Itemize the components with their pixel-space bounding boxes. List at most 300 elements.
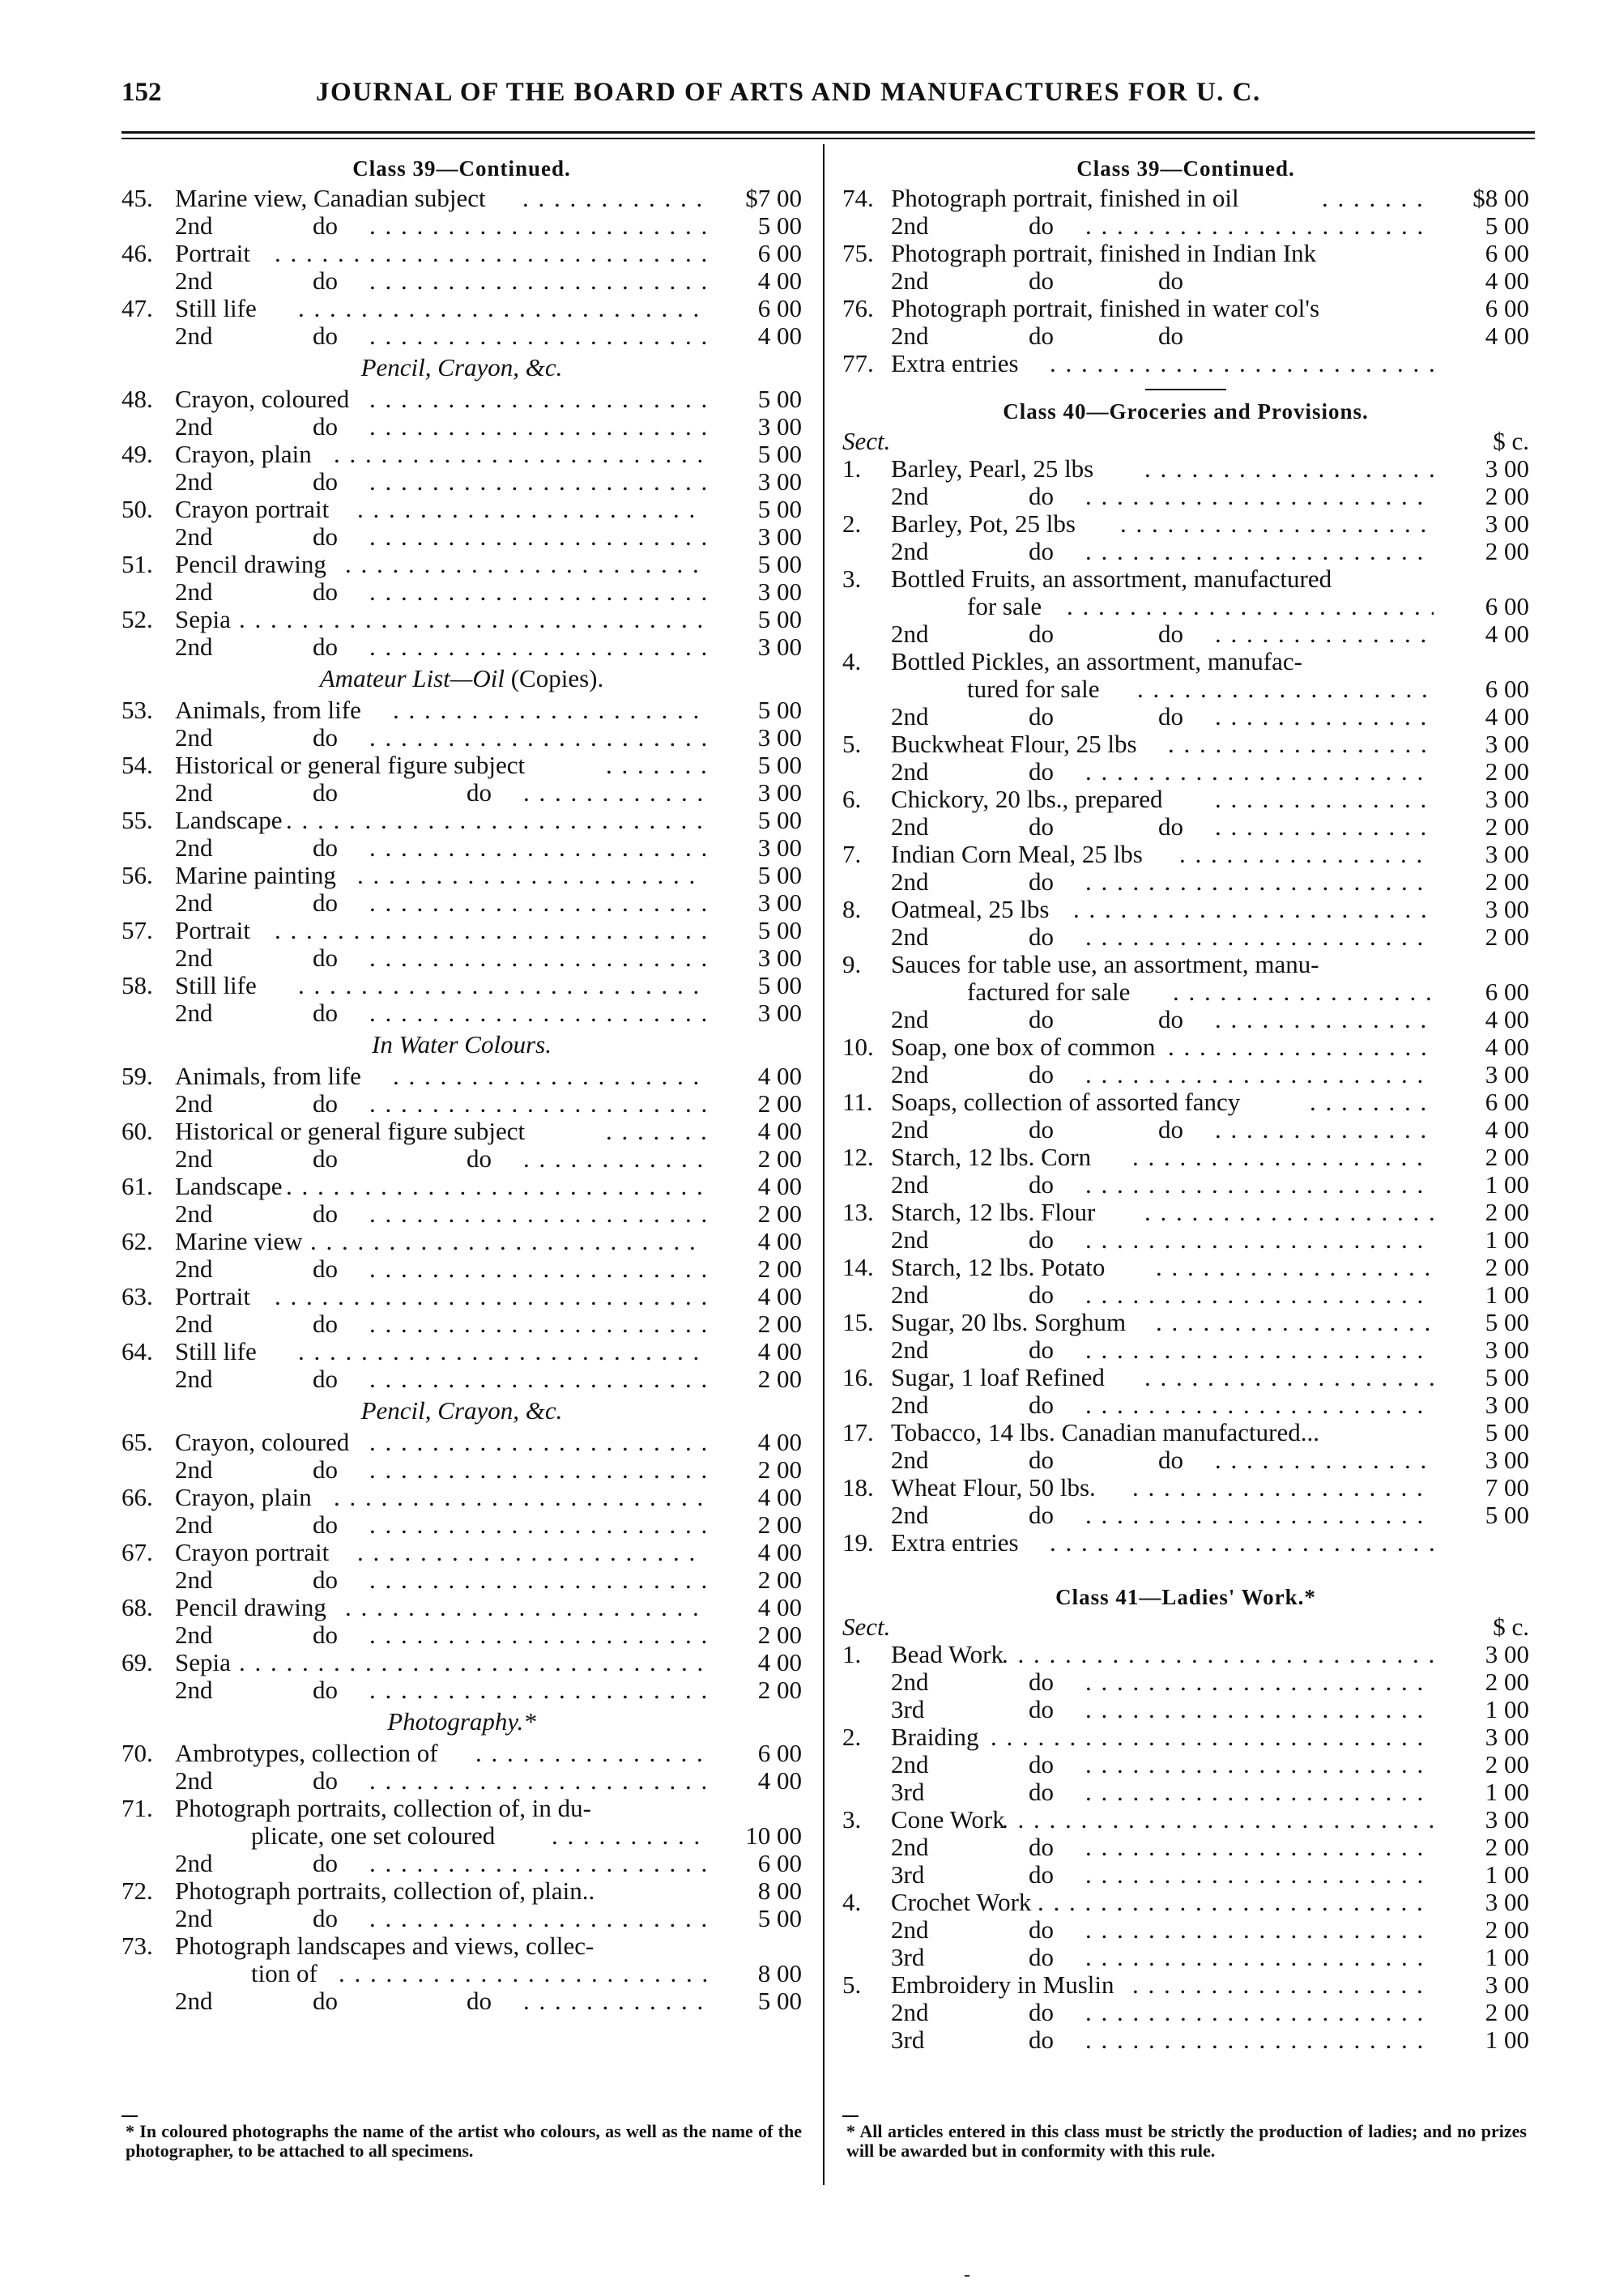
ditto-mark: do (1029, 1833, 1054, 1861)
entry-price: 2 00 (1485, 867, 1529, 896)
entry-label: 2nd (891, 1446, 929, 1474)
entry-subrow (121, 944, 802, 972)
entry-price: 5 00 (1485, 211, 1529, 240)
entry-subrow (842, 212, 1529, 240)
entry-price: 2 00 (757, 1621, 802, 1649)
ditto-mark: do (1029, 537, 1054, 565)
dot-leader (369, 523, 706, 551)
entry-price: 2 00 (1485, 1143, 1529, 1171)
entry-price: 1 00 (1485, 1280, 1529, 1309)
entry-price: 3 00 (1485, 730, 1529, 758)
entry-label: Landscape (175, 806, 283, 834)
dot-leader (523, 1987, 706, 2015)
dot-leader (357, 496, 706, 523)
entry-price: 2 00 (1485, 1253, 1529, 1281)
dot-leader (1085, 1171, 1434, 1199)
entry-row (121, 295, 802, 322)
entry-number: 15. (842, 1308, 874, 1336)
entry-subrow (121, 1566, 802, 1594)
entry-subrow (121, 1905, 802, 1932)
entry-label: 2nd (891, 1915, 929, 1944)
entry-price: 8 00 (757, 1959, 802, 1987)
entry-subrow (121, 1365, 802, 1393)
entry-price: 2 00 (1485, 1833, 1529, 1861)
entry-price: 6 00 (757, 1739, 802, 1767)
entry-label: Barley, Pearl, 25 lbs (891, 454, 1094, 483)
ditto-mark: do (1029, 211, 1054, 240)
dot-leader (369, 578, 706, 606)
dot-leader (1085, 1944, 1434, 1971)
entry-label: Animals, from life (175, 1062, 361, 1090)
dot-leader (298, 295, 706, 322)
entry-price: 5 00 (1485, 1363, 1529, 1391)
entry-price: 5 00 (757, 440, 802, 468)
entry-label: Ambrotypes, collection of (175, 1739, 438, 1767)
subheading-pencil-crayon: Pencil, Crayon, &c. (360, 353, 563, 381)
entry-subrow (121, 1987, 802, 2015)
ditto-mark: do (467, 778, 492, 807)
dot-leader (369, 1621, 706, 1649)
ditto-mark: do (313, 1565, 338, 1594)
entry-subrow (121, 1822, 802, 1850)
entry-label: 2nd (891, 1750, 929, 1778)
entry-label: Marine painting (175, 861, 336, 889)
entry-label: 2nd (175, 211, 213, 240)
entry-row (842, 841, 1529, 868)
journal-title: JOURNAL OF THE BOARD OF ARTS AND MANUFACTURES FOR U. C. (316, 78, 1261, 107)
entry-number: 51. (121, 550, 153, 578)
entry-label: 2nd (891, 757, 929, 786)
entry-label: Crochet Work (891, 1888, 1032, 1916)
class-39-continued-title-right: Class 39—Continued. (1076, 156, 1295, 181)
entry-row (121, 807, 802, 834)
dot-leader (1215, 703, 1434, 731)
subheading-pencil-crayon-2: Pencil, Crayon, &c. (360, 1396, 563, 1425)
currency-label: $ c. (1493, 427, 1529, 455)
entry-price: 4 00 (1485, 1115, 1529, 1144)
dot-leader (1215, 813, 1434, 841)
entry-label: Photograph portrait, finished in water col's (891, 294, 1320, 322)
entry-label: 2nd (891, 1060, 929, 1088)
entry-label: 2nd (891, 922, 929, 951)
entry-label: Oatmeal, 25 lbs (891, 895, 1050, 923)
entry-price: 3 00 (1485, 785, 1529, 813)
entry-price: 6 00 (1485, 978, 1529, 1006)
subheading-water-colours: In Water Colours. (372, 1030, 552, 1059)
ditto-mark: do (313, 888, 338, 917)
entry-row (842, 1641, 1529, 1668)
entry-row (121, 1649, 802, 1676)
entry-price: 3 00 (757, 633, 802, 661)
entry-label: 2nd (891, 812, 929, 841)
ditto-mark: do (1029, 1170, 1054, 1199)
entry-price: 1 00 (1485, 1225, 1529, 1254)
entry-label: Bottled Pickles, an assortment, manufac- (891, 647, 1302, 675)
entry-label: 2nd (891, 1005, 929, 1033)
entry-list (121, 185, 802, 350)
entry-label: 2nd (175, 1621, 213, 1649)
entry-subrow (842, 2026, 1529, 2054)
entry-price: 4 00 (757, 322, 802, 350)
entry-subrow (842, 1061, 1529, 1088)
entry-row (842, 565, 1529, 593)
entry-label: 2nd (175, 999, 213, 1027)
entry-label: Starch, 12 lbs. Potato (891, 1253, 1106, 1281)
entry-price: 6 00 (1485, 592, 1529, 620)
dot-leader (522, 185, 706, 212)
entry-row (842, 1971, 1529, 1999)
dot-leader (393, 1063, 706, 1090)
entry-price: 4 00 (757, 1227, 802, 1255)
entry-subrow (121, 212, 802, 240)
ditto-mark: do (313, 1310, 338, 1338)
entry-row (842, 1806, 1529, 1834)
entry-number: 1. (842, 454, 862, 483)
entry-label: 2nd (175, 1766, 213, 1795)
entry-subrow (842, 1171, 1529, 1199)
dot-leader (1168, 1033, 1434, 1061)
entry-label: Wheat Flour, 50 lbs. (891, 1473, 1096, 1502)
entry-label: 2nd (175, 1904, 213, 1932)
entry-number: 12. (842, 1143, 874, 1171)
entry-label: 2nd (175, 1987, 213, 2015)
entry-number: 71. (121, 1794, 153, 1822)
entry-label: 2nd (891, 1501, 929, 1529)
entry-price: 3 00 (1485, 895, 1529, 923)
entry-row (121, 1283, 802, 1310)
entry-label: Landscape (175, 1172, 283, 1200)
entry-number: 73. (121, 1932, 153, 1960)
dot-leader (1002, 1806, 1434, 1834)
dot-leader (239, 1649, 706, 1676)
dot-leader (523, 1145, 706, 1173)
entry-number: 72. (121, 1876, 153, 1905)
entry-label: Photograph portrait, finished in oil (891, 184, 1239, 212)
entry-price: 2 00 (757, 1310, 802, 1338)
entry-label: 2nd (175, 1565, 213, 1594)
entry-number: 10. (842, 1033, 874, 1061)
entry-row (121, 1932, 802, 1960)
entry-number: 65. (121, 1428, 153, 1456)
entry-subrow (842, 1916, 1529, 1944)
entry-number: 5. (842, 730, 862, 758)
entry-price: 3 00 (757, 778, 802, 807)
entry-row (842, 951, 1529, 978)
entry-row (842, 786, 1529, 813)
entry-label: 2nd (891, 1170, 929, 1199)
dot-leader (357, 1539, 706, 1566)
dot-leader (1215, 786, 1434, 813)
bottom-mark: - (964, 2264, 970, 2285)
dot-leader (345, 1594, 706, 1621)
entry-label: Photograph portraits, collection of, in du- (175, 1794, 591, 1822)
dot-leader (275, 240, 706, 267)
dot-leader (1073, 896, 1434, 923)
entry-label: Photograph portrait, finished in Indian Ink (891, 239, 1317, 267)
entry-price: 1 00 (1485, 1695, 1529, 1723)
entry-label: 2nd (175, 723, 213, 752)
dot-leader (369, 944, 706, 972)
entry-row (121, 1173, 802, 1200)
ditto-mark: do (1158, 1446, 1183, 1474)
entry-subrow (121, 834, 802, 862)
dot-leader (1085, 1834, 1434, 1861)
entry-price: 3 00 (1485, 454, 1529, 483)
entry-number: 58. (121, 971, 153, 999)
entry-row (842, 1033, 1529, 1061)
entry-price: 5 00 (757, 385, 802, 413)
entry-price: 5 00 (757, 696, 802, 724)
dot-leader (369, 1767, 706, 1795)
entry-subrow (842, 483, 1529, 510)
entry-price: 6 00 (757, 294, 802, 322)
dot-leader (369, 386, 706, 413)
entry-row (842, 510, 1529, 538)
entry-number: 75. (842, 239, 874, 267)
entry-row (121, 696, 802, 724)
entry-label: Embroidery in Muslin (891, 1970, 1114, 1999)
entry-label: 2nd (891, 1668, 929, 1696)
entry-row (121, 1594, 802, 1621)
entry-label: 2nd (891, 1998, 929, 2026)
footnote-rule-left (121, 2115, 138, 2117)
entry-number: 49. (121, 440, 153, 468)
dot-leader (339, 1960, 706, 1987)
entry-label: 2nd (175, 1254, 213, 1283)
entry-price: 4 00 (757, 266, 802, 295)
entry-subrow (842, 1336, 1529, 1364)
dot-leader (369, 1676, 706, 1704)
entry-price: 4 00 (1485, 1005, 1529, 1033)
entry-row (842, 185, 1529, 212)
entry-number: 18. (842, 1473, 874, 1502)
ditto-mark: do (313, 999, 338, 1027)
entry-price: 5 00 (757, 806, 802, 834)
class-41-title: Class 41—Ladies' Work.* (1055, 1585, 1316, 1609)
dot-leader (1050, 350, 1434, 377)
entry-label: 2nd (175, 1849, 213, 1877)
entry-price: 10 00 (745, 1821, 802, 1850)
dot-leader (369, 1429, 706, 1456)
entry-price: 6 00 (1485, 1088, 1529, 1116)
entry-row (121, 972, 802, 999)
entry-price: 5 00 (757, 1904, 802, 1932)
ditto-mark: do (1158, 266, 1183, 295)
entry-list (121, 696, 802, 1027)
ditto-mark: do (1029, 1115, 1054, 1144)
dot-leader (606, 1118, 706, 1145)
entry-label: 2nd (175, 577, 213, 606)
ditto-mark: do (1029, 1335, 1054, 1364)
entry-label: 2nd (175, 778, 213, 807)
footnote-right: * All articles entered in this class must be strictly the production of ladies; and no prizes will be awarded but in conformity with this rule. (846, 2121, 1527, 2161)
class-41-column-header (842, 1613, 1529, 1641)
dot-leader (1067, 593, 1434, 620)
ditto-mark: do (1029, 922, 1054, 951)
entry-label: 2nd (891, 537, 929, 565)
entry-label: Animals, from life (175, 696, 361, 724)
entry-label: 2nd (891, 1335, 929, 1364)
entry-list (842, 1641, 1529, 2054)
dot-leader (369, 633, 706, 661)
entry-number: 56. (121, 861, 153, 889)
dot-leader (1215, 1006, 1434, 1033)
entry-row (121, 386, 802, 413)
entry-price: 5 00 (757, 751, 802, 779)
entry-label: Bottled Fruits, an assortment, manufactured (891, 564, 1332, 593)
entry-label: 3rd (891, 1778, 925, 1806)
entry-label: Bead Work (891, 1640, 1004, 1668)
entry-label: 2nd (175, 633, 213, 661)
entry-subrow (121, 578, 802, 606)
entry-label: tion of (251, 1959, 317, 1987)
entry-row (842, 455, 1529, 483)
dot-leader (1144, 1199, 1434, 1226)
dot-leader (1156, 1309, 1434, 1336)
dot-leader (1085, 1502, 1434, 1529)
entry-price: 4 00 (757, 1062, 802, 1090)
entry-subrow (842, 675, 1529, 703)
entry-price: 1 00 (1485, 1943, 1529, 1971)
sect-label: Sect. (842, 427, 891, 455)
entry-row (121, 240, 802, 267)
entry-price: 6 00 (757, 1849, 802, 1877)
entry-label: Crayon, plain (175, 440, 312, 468)
entry-label: Historical or general figure subject (175, 1117, 526, 1145)
entry-subrow (842, 1116, 1529, 1144)
ditto-mark: do (1158, 702, 1183, 731)
ditto-mark: do (1029, 1668, 1054, 1696)
entry-label: Buckwheat Flour, 25 lbs (891, 730, 1137, 758)
entry-subrow (842, 1751, 1529, 1778)
entry-label: 3rd (891, 2026, 925, 2054)
ditto-mark: do (313, 1621, 338, 1649)
dot-leader (1050, 1529, 1434, 1557)
ditto-mark: do (313, 1365, 338, 1393)
entry-price: 1 00 (1485, 1778, 1529, 1806)
entry-list (121, 1063, 802, 1393)
entry-subrow (121, 1456, 802, 1484)
entry-price: 3 00 (1485, 1805, 1529, 1834)
dot-leader (1179, 841, 1434, 868)
entry-label: Crayon portrait (175, 495, 330, 523)
entry-label: Photograph portraits, collection of, plain.. (175, 1876, 595, 1905)
entry-row (842, 1474, 1529, 1502)
entry-price: 4 00 (1485, 266, 1529, 295)
entry-subrow (842, 538, 1529, 565)
entry-subrow (121, 779, 802, 807)
page-header (121, 78, 1531, 126)
entry-subrow (842, 1696, 1529, 1723)
ditto-mark: do (1029, 482, 1054, 510)
currency-label: $ c. (1493, 1612, 1529, 1641)
entry-label: 2nd (891, 867, 929, 896)
entry-label: 2nd (175, 1310, 213, 1338)
ditto-mark: do (1029, 2026, 1054, 2054)
entry-number: 5. (842, 1970, 862, 1999)
ditto-mark: do (313, 778, 338, 807)
entry-number: 55. (121, 806, 153, 834)
entry-label: 2nd (891, 482, 929, 510)
entry-price: 3 00 (757, 944, 802, 972)
entry-subrow (121, 267, 802, 295)
entry-price: 4 00 (757, 1428, 802, 1456)
ditto-mark: do (1158, 322, 1183, 350)
entry-number: 1. (842, 1640, 862, 1668)
dot-leader (298, 972, 706, 999)
dot-leader (286, 1173, 706, 1200)
entry-label: 2nd (175, 412, 213, 441)
entry-price: $7 00 (745, 184, 802, 212)
dot-leader (334, 441, 706, 468)
entry-label: 2nd (175, 1089, 213, 1118)
entry-subrow (842, 813, 1529, 841)
dot-leader (1085, 483, 1434, 510)
ditto-mark: do (1029, 1778, 1054, 1806)
entry-row (121, 1539, 802, 1566)
entry-label: 2nd (175, 833, 213, 862)
entry-price: 2 00 (1485, 1998, 1529, 2026)
subheading-amateur-italic: Amateur List—Oil (319, 664, 505, 692)
entry-price: 4 00 (1485, 322, 1529, 350)
entry-price: 2 00 (1485, 922, 1529, 951)
entry-number: 67. (121, 1538, 153, 1566)
entry-subrow (121, 724, 802, 752)
entry-price: 4 00 (1485, 702, 1529, 731)
dot-leader (1002, 1641, 1434, 1668)
entry-row (121, 1228, 802, 1255)
entry-row (842, 1364, 1529, 1391)
entry-label: Sepia (175, 1648, 231, 1676)
ditto-mark: do (1029, 1943, 1054, 1971)
entry-label: Marine view, Canadian subject (175, 184, 486, 212)
entry-price: 8 00 (757, 1876, 802, 1905)
entry-subrow (121, 1090, 802, 1118)
entry-label: Indian Corn Meal, 25 lbs (891, 840, 1143, 868)
entry-number: 74. (842, 184, 874, 212)
dot-leader (286, 807, 706, 834)
entry-price: 2 00 (757, 1089, 802, 1118)
entry-label: for sale (967, 592, 1042, 620)
ditto-mark: do (1029, 757, 1054, 786)
entry-subrow (842, 1944, 1529, 1971)
entry-label: Portrait (175, 239, 250, 267)
entry-price: 3 00 (757, 723, 802, 752)
ditto-mark: do (313, 211, 338, 240)
page-number: 152 (121, 78, 162, 107)
dot-leader (369, 1905, 706, 1932)
entry-label: 2nd (175, 467, 213, 496)
ditto-mark: do (467, 1987, 492, 2015)
dot-leader (1085, 1696, 1434, 1723)
entry-price: 2 00 (757, 1365, 802, 1393)
entry-row (121, 752, 802, 779)
entry-subrow (121, 633, 802, 661)
dot-leader (1132, 1971, 1434, 1999)
entry-label: Extra entries (891, 1528, 1019, 1557)
header-rule-thin (121, 138, 1535, 139)
class-40-column-header (842, 428, 1529, 455)
ditto-mark: do (313, 577, 338, 606)
entry-row (121, 551, 802, 578)
entry-label: Still life (175, 294, 257, 322)
entry-label: Crayon portrait (175, 1538, 330, 1566)
entry-row (842, 1529, 1529, 1557)
dot-leader (369, 834, 706, 862)
ditto-mark: do (313, 1089, 338, 1118)
entry-price: 4 00 (1485, 620, 1529, 648)
entry-price: 2 00 (1485, 1750, 1529, 1778)
